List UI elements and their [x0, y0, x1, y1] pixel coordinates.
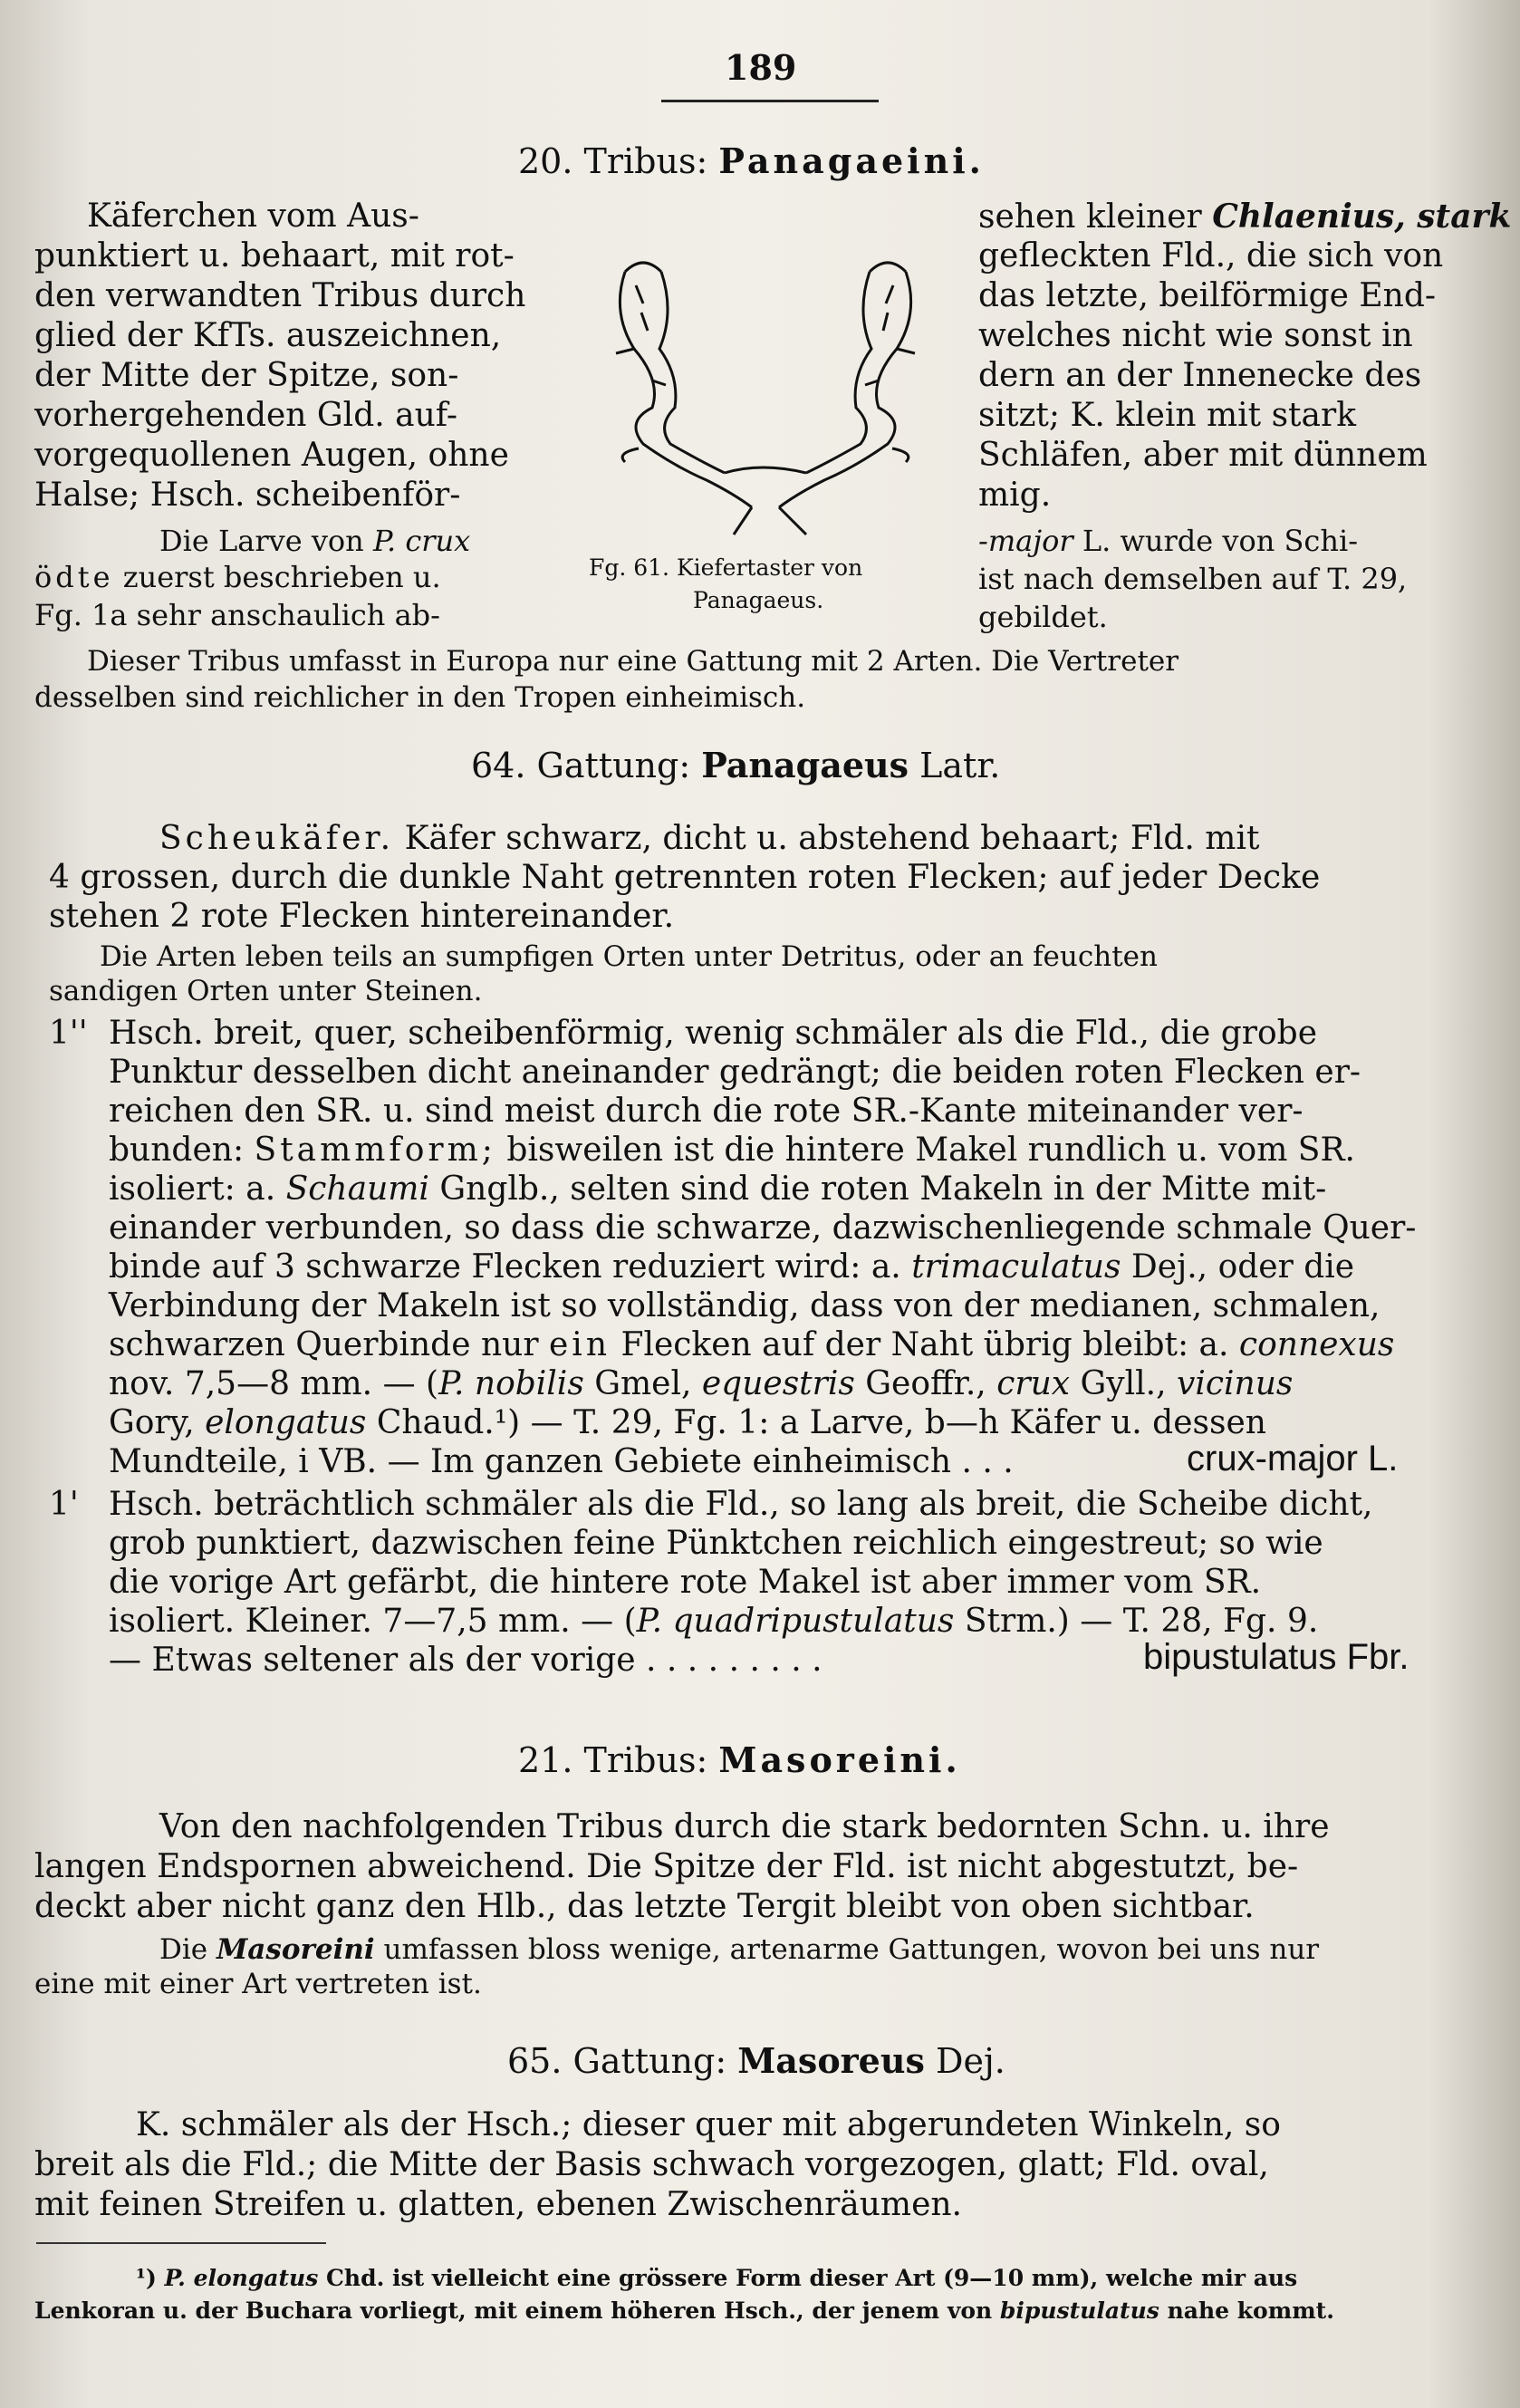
- footnote-text: nahe kommt.: [1167, 2297, 1334, 2324]
- key-aberration: connexus: [1238, 1326, 1395, 1363]
- right-line: das letzte, beilförmige End-: [978, 277, 1437, 314]
- key-text: bunden:: [109, 1132, 245, 1169]
- key-synonym: crux: [996, 1365, 1071, 1402]
- gattung-64-line: stehen 2 rote Flecken hintereinander.: [49, 898, 675, 935]
- gattung-65-name: Masoreus: [737, 2040, 925, 2081]
- left-larve-line: Fg. 1a sehr anschaulich ab-: [34, 598, 440, 632]
- key-line: Mundteile, i VB. — Im ganzen Gebiete einheimisch . . .: [109, 1443, 1014, 1480]
- tribus-21-note: eine mit einer Art vertreten ist.: [34, 1968, 482, 2000]
- right-line: [978, 197, 1511, 236]
- footnote-line: [34, 2297, 1334, 2324]
- gattung-64-name: Panagaeus: [701, 745, 909, 785]
- key-text: Gory,: [109, 1404, 195, 1441]
- key-synonym: P. nobilis: [438, 1365, 584, 1402]
- gattung-64-line: 4 grossen, durch die dunkle Naht getrennten roten Flecken; auf jeder Decke: [49, 859, 1321, 896]
- key-line: Verbindung der Makeln ist so vollständig, dass von der medianen, schmalen,: [109, 1287, 1381, 1324]
- species-name: [1143, 1637, 1409, 1678]
- left-line: den verwandten Tribus durch: [34, 277, 526, 314]
- gattung-65-prefix: 65. Gattung:: [507, 2041, 727, 2081]
- left-larve-author: ödte: [34, 560, 114, 594]
- note-tribus: Masoreini: [216, 1933, 375, 1966]
- key-line: [109, 1326, 1394, 1363]
- tribus-21-heading: [518, 1739, 961, 1780]
- key-text: nov. 7,5—8 mm. — (: [109, 1365, 439, 1402]
- tribus-21-note: [159, 1933, 1319, 1966]
- key-line: die vorige Art gefärbt, die hintere rote Makel ist aber immer vom SR.: [109, 1564, 1262, 1601]
- figure-61-maxillary-palp: [589, 236, 942, 544]
- key-line: [109, 1132, 1355, 1169]
- key-text: isoliert: a.: [109, 1170, 276, 1208]
- key-text: Chaud.¹) — T. 29, Fg. 1: a Larve, b—h Käfer u. dessen: [376, 1404, 1266, 1441]
- right-line: dern an der Innenecke des: [978, 357, 1422, 394]
- key-text: Dej., oder die: [1130, 1248, 1355, 1286]
- gattung-64-habitat: Die Arten leben teils an sumpfigen Orten unter Detritus, oder an feuchten: [100, 940, 1158, 973]
- tribus-21-line: Von den nachfolgenden Tribus durch die stark bedornten Schn. u. ihre: [159, 1808, 1330, 1845]
- left-line: glied der KfTs. auszeichnen,: [34, 317, 502, 354]
- key-line: — Etwas seltener als der vorige . . . . . . . . .: [109, 1642, 823, 1679]
- note-text: umfassen bloss wenige, artenarme Gattungen, wovon bei uns nur: [383, 1933, 1320, 1966]
- tribus-20-name: Panagaeini.: [718, 140, 985, 181]
- page-number-rule: [661, 100, 879, 102]
- key-text: schwarzen Querbinde nur: [109, 1326, 539, 1363]
- gattung-64-heading: [471, 745, 1000, 785]
- left-line: Käferchen vom Aus-: [87, 197, 419, 235]
- species-name-text: crux-major: [1187, 1439, 1358, 1479]
- tribus-21-line: langen Endspornen abweichend. Die Spitze der Fld. ist nicht abgestutzt, be-: [34, 1848, 1299, 1885]
- left-line: punktiert u. behaart, mit rot-: [34, 237, 515, 275]
- left-line: der Mitte der Spitze, son-: [34, 357, 459, 394]
- key-aberration: trimaculatus: [911, 1248, 1121, 1286]
- key-text: Gyll.,: [1080, 1365, 1167, 1402]
- figure-caption: Fg. 61. Kiefertaster von: [589, 554, 863, 581]
- tribus-20-paragraph: Dieser Tribus umfasst in Europa nur eine Gattung mit 2 Arten. Die Vertreter: [87, 645, 1179, 678]
- gattung-64-line: [159, 820, 1259, 857]
- key-text: Gnglb., selten sind die roten Makeln in der Mitte mit-: [439, 1170, 1327, 1208]
- key-text: bisweilen ist die hintere Makel rundlich u. vom SR.: [506, 1132, 1355, 1169]
- right-line: Schläfen, aber mit dünnem: [978, 437, 1428, 474]
- gattung-64-prefix: 64. Gattung:: [471, 746, 691, 785]
- key-line: [109, 1170, 1326, 1208]
- key-synonym: elongatus: [205, 1404, 367, 1441]
- species-author: Fbr.: [1346, 1637, 1409, 1677]
- page-number: 189: [725, 47, 797, 88]
- key-synonym: equestris: [701, 1365, 855, 1402]
- left-larve-text: zuerst beschrieben u.: [122, 560, 441, 594]
- tribus-21-name: Masoreini.: [718, 1739, 961, 1780]
- left-larve-line: [159, 524, 470, 558]
- left-line: vorhergehenden Gld. auf-: [34, 397, 457, 434]
- gattung-65-line: breit als die Fld.; die Mitte der Basis schwach vorgezogen, glatt; Fld. oval,: [34, 2146, 1269, 2183]
- footnote-species: P. elongatus: [164, 2265, 319, 2291]
- gattung-65-heading: [507, 2040, 1005, 2081]
- right-line: gebildet.: [978, 600, 1108, 634]
- right-line: ist nach demselben auf T. 29,: [978, 562, 1408, 596]
- key-line: Hsch. beträchtlich schmäler als die Fld., so lang als breit, die Scheibe dicht,: [109, 1486, 1373, 1523]
- left-larve-text: Die Larve von: [159, 524, 364, 558]
- note-text: Die: [159, 1933, 208, 1966]
- key-line: reichen den SR. u. sind meist durch die rote SR.-Kante miteinander ver-: [109, 1093, 1304, 1130]
- tribus-21-line: deckt aber nicht ganz den Hlb., das letzte Tergit bleibt von oben sichtbar.: [34, 1888, 1255, 1925]
- species-author: L.: [1368, 1439, 1399, 1479]
- footnote-line: [136, 2265, 1297, 2291]
- key-number: 1'': [49, 1015, 88, 1052]
- left-line: Halse; Hsch. scheibenför-: [34, 477, 461, 514]
- right-line: welches nicht wie sonst in: [978, 317, 1413, 354]
- left-larve-species: P. crux: [372, 524, 471, 558]
- key-line: einander verbunden, so dass die schwarze, dazwischenliegende schmale Quer-: [109, 1209, 1417, 1247]
- key-number: 1': [49, 1486, 79, 1523]
- tribus-20-heading: [518, 140, 985, 181]
- footnote-species: bipustulatus: [999, 2297, 1159, 2324]
- footnote-text: Lenkoran u. der Buchara vorliegt, mit einem höheren Hsch., der jenem von: [34, 2297, 993, 2324]
- right-line: sitzt; K. klein mit stark: [978, 397, 1357, 434]
- right-line-genus: Chlaenius, stark: [1212, 197, 1512, 236]
- gattung-65-line: mit feinen Streifen u. glatten, ebenen Zwischenräumen.: [34, 2186, 962, 2223]
- key-text: binde auf 3 schwarze Flecken reduziert wird: a.: [109, 1248, 901, 1286]
- key-emphasis: ein: [549, 1326, 611, 1363]
- right-line: [978, 524, 1358, 558]
- species-name: [1187, 1439, 1398, 1479]
- key-aberration: Schaumi: [285, 1170, 429, 1208]
- key-text: Gmel,: [594, 1365, 692, 1402]
- key-line: grob punktiert, dazwischen feine Pünktchen reichlich eingestreut; so wie: [109, 1525, 1323, 1562]
- gattung-64-author: Latr.: [919, 746, 1001, 785]
- figure-caption: Panagaeus.: [693, 587, 824, 613]
- gattung-65-line: K. schmäler als der Hsch.; dieser quer mit abgerundeten Winkeln, so: [136, 2106, 1281, 2143]
- left-larve-line: [34, 560, 441, 594]
- right-line: gefleckten Fld., die sich von: [978, 237, 1444, 275]
- key-line: Punktur desselben dicht aneinander gedrängt; die beiden roten Flecken er-: [109, 1054, 1361, 1091]
- key-synonym: vicinus: [1176, 1365, 1294, 1402]
- gattung-64-text: Käfer schwarz, dicht u. abstehend behaart; Fld. mit: [404, 820, 1260, 857]
- right-line-text: L. wurde von Schi-: [1082, 524, 1358, 558]
- key-line: Hsch. breit, quer, scheibenförmig, wenig schmäler als die Fld., die grobe: [109, 1015, 1318, 1052]
- key-line: [109, 1603, 1318, 1640]
- key-synonym: P. quadripustulatus: [636, 1603, 955, 1640]
- key-text: Strm.) — T. 28, Fg. 9.: [964, 1603, 1319, 1640]
- right-line-text: sehen kleiner: [978, 198, 1202, 236]
- key-text: isoliert. Kleiner. 7—7,5 mm. — (: [109, 1603, 637, 1640]
- footnote-mark: ¹): [136, 2265, 157, 2291]
- key-line: [109, 1365, 1293, 1402]
- key-line: [109, 1404, 1266, 1441]
- tribus-21-prefix: 21. Tribus:: [518, 1740, 708, 1780]
- key-stammform: Stammform;: [254, 1132, 496, 1169]
- footnote-text: Chd. ist vielleicht eine grössere Form dieser Art (9—10 mm), welche mir aus: [326, 2265, 1298, 2291]
- species-name-text: bipustulatus: [1143, 1637, 1337, 1677]
- key-text: Flecken auf der Naht übrig bleibt: a.: [621, 1326, 1229, 1363]
- right-line: mig.: [978, 477, 1052, 514]
- right-line-species: -major: [978, 524, 1073, 558]
- gattung-65-author: Dej.: [935, 2041, 1005, 2081]
- footnote-rule: [36, 2242, 326, 2244]
- gattung-64-habitat: sandigen Orten unter Steinen.: [49, 975, 483, 1007]
- tribus-20-prefix: 20. Tribus:: [518, 141, 708, 181]
- left-line: vorgequollenen Augen, ohne: [34, 437, 509, 474]
- key-text: Geoffr.,: [865, 1365, 986, 1402]
- common-name: Scheukäfer.: [159, 820, 395, 857]
- key-line: [109, 1248, 1354, 1286]
- tribus-20-paragraph: desselben sind reichlicher in den Tropen einheimisch.: [34, 681, 806, 714]
